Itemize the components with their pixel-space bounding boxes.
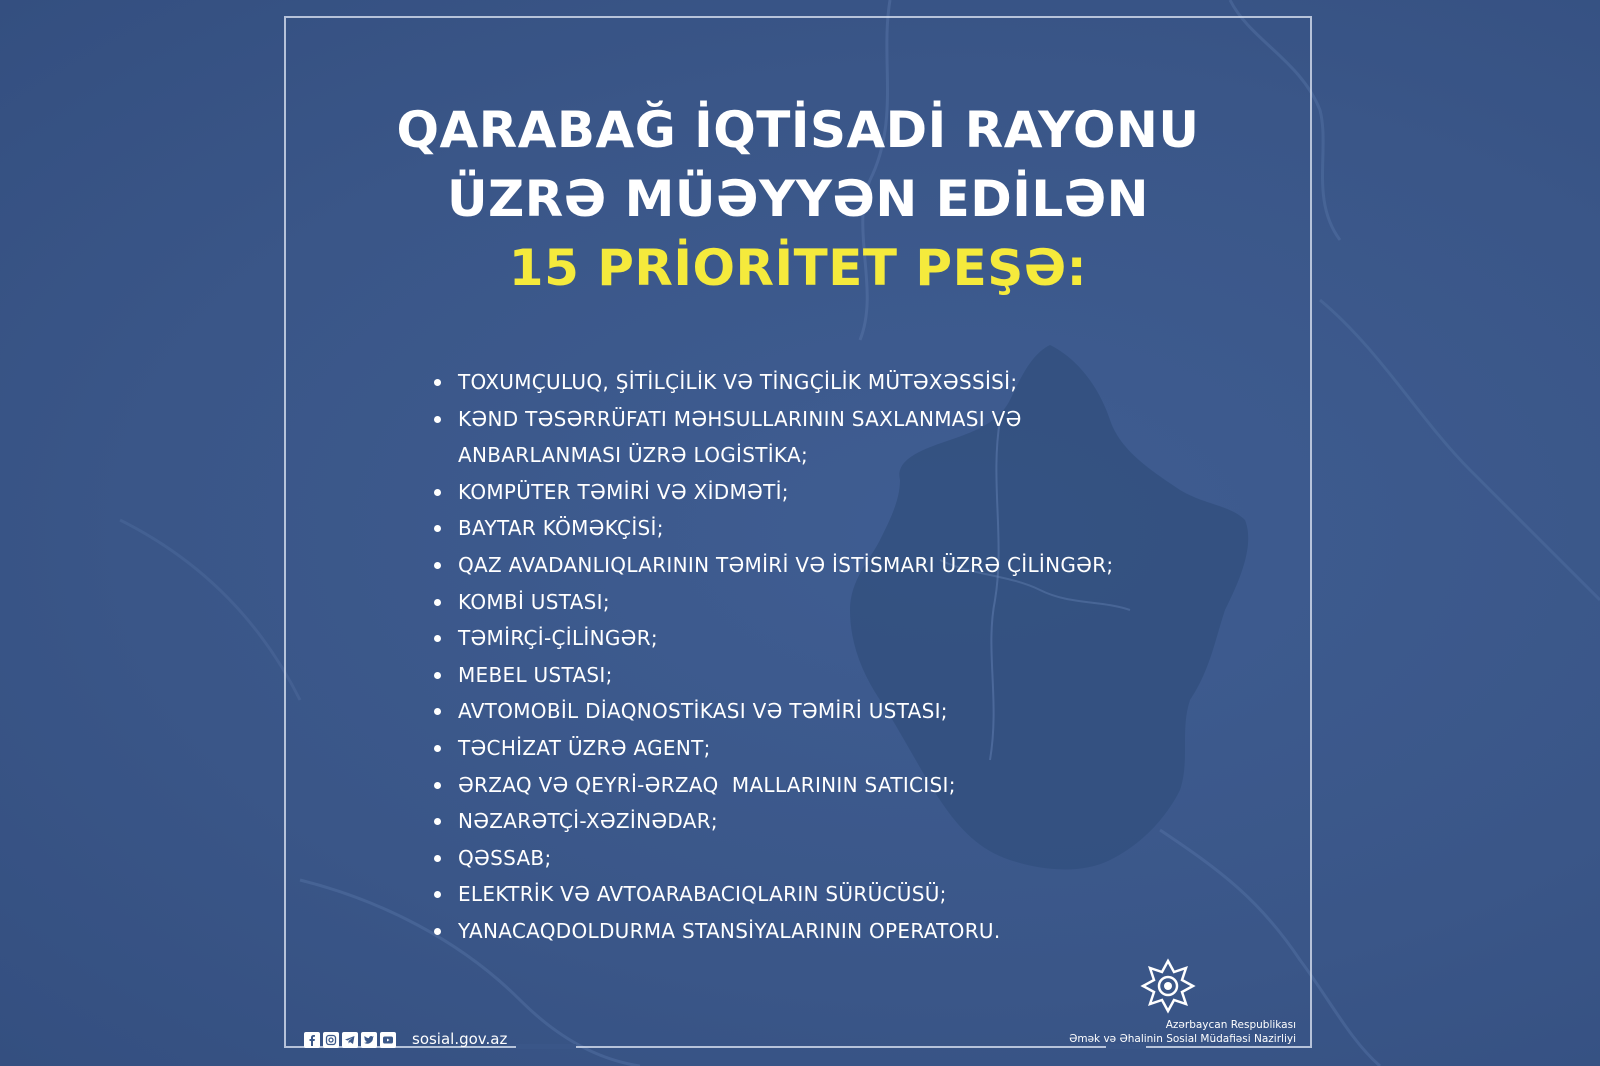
list-item-text: KOMBİ USTASI; [458,589,610,614]
list-item-text: AVTOMOBİL DİAQNOSTİKASI VƏ TƏMİRİ USTASI; [458,699,948,724]
bullet-icon [434,891,441,898]
bullet-icon [434,782,441,789]
bullet-icon [434,708,441,715]
title-line-1: QARABAĞ İQTİSADİ RAYONU [396,101,1200,159]
professions-list [426,364,1186,950]
bullet-icon [434,379,441,386]
title-line-2: ÜZRƏ MÜƏYYƏN EDİLƏN [446,170,1150,228]
list-item-text: BAYTAR KÖMƏKÇİSİ; [458,516,664,541]
telegram-icon[interactable] [342,1032,358,1048]
list-item-text: QƏSSAB; [458,845,552,870]
ministry-line-2: Əmək və Əhalinin Sosial Müdafiəsi Nazirliyi [1069,1033,1296,1045]
list-item [426,547,1186,584]
list-item [426,474,1186,511]
list-item [426,657,1186,694]
list-item-text: NƏZARƏTÇİ-XƏZİNƏDAR; [458,809,718,834]
list-item-text: TOXUMÇULUQ, ŞİTİLÇİLİK VƏ TİNGÇİLİK MÜTƏXƏSSİSİ; [458,370,1018,394]
bullet-icon [434,745,441,752]
social-icons [304,1032,396,1048]
bullet-icon [434,416,441,423]
list-item [426,840,1186,877]
list-item [426,803,1186,840]
facebook-icon[interactable] [304,1032,320,1048]
bullet-icon [434,562,441,569]
bullet-icon [434,672,441,679]
twitter-icon[interactable] [361,1032,377,1048]
ministry-name [1000,1018,1296,1046]
list-item [426,584,1186,621]
bullet-icon [434,928,441,935]
list-item [426,620,1186,657]
ministry-emblem-icon [1140,958,1196,1014]
list-item-text: TƏMİRÇİ-ÇİLİNGƏR; [458,626,658,651]
map-border-line [120,520,300,700]
list-item [426,693,1186,730]
list-item-text: YANACAQDOLDURMA STANSİYALARININ OPERATORU. [458,918,1001,943]
ministry-line-1: Azərbaycan Respublikası [1165,1019,1296,1031]
list-item-text: MEBEL USTASI; [458,662,613,687]
website-link[interactable]: sosial.gov.az [412,1030,508,1048]
list-item-text: KOMPÜTER TƏMİRİ VƏ XİDMƏTİ; [458,479,789,504]
list-item-text: ELEKTRİK VƏ AVTOARABACIQLARIN SÜRÜCÜSÜ; [458,882,947,907]
list-item-text: KƏND TƏSƏRRÜFATI MƏHSULLARININ SAXLANMASI VƏ [458,406,1022,431]
list-item-text: ANBARLANMASI ÜZRƏ LOGİSTİKA; [458,443,809,468]
frame-gap [516,1044,576,1049]
list-item-text: QAZ AVADANLIQLARININ TƏMİRİ VƏ İSTİSMARI ÜZRƏ ÇİLİNGƏR; [458,552,1114,577]
bullet-icon [434,855,441,862]
bullet-icon [434,635,441,642]
list-item [426,913,1186,950]
title-line-3: 15 PRİORİTET PEŞƏ: [508,239,1088,297]
list-item [426,364,1186,401]
page-title [284,96,1312,303]
list-item [426,510,1186,547]
bullet-icon [434,489,441,496]
bullet-icon [434,818,441,825]
list-item [426,876,1186,913]
list-item [426,401,1186,438]
list-item [426,767,1186,804]
list-item-text: ƏRZAQ VƏ QEYRİ-ƏRZAQ MALLARININ SATICISI; [458,772,956,797]
map-border-line [1320,300,1600,600]
instagram-icon[interactable] [323,1032,339,1048]
list-item-continuation [426,437,1186,474]
list-item [426,730,1186,767]
youtube-icon[interactable] [380,1032,396,1048]
bullet-icon [434,525,441,532]
list-item-text: TƏCHİZAT ÜZRƏ AGENT; [458,735,711,760]
bullet-icon [434,599,441,606]
